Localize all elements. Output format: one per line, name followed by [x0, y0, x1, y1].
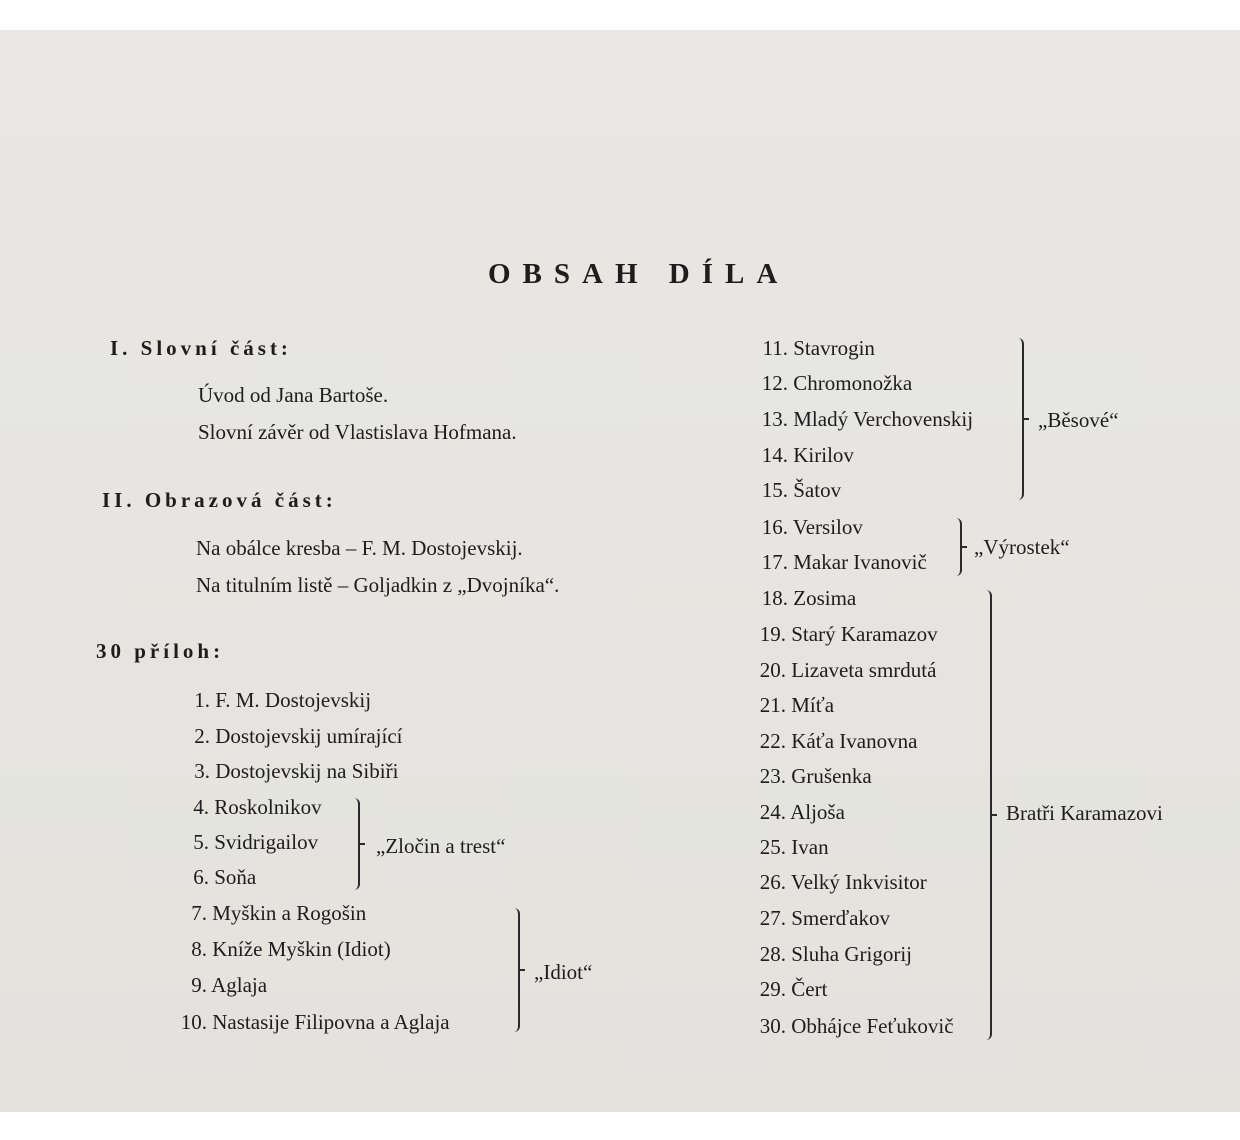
list-item: 6. Soňa	[193, 865, 257, 889]
list-item: 21. Míťa	[759, 693, 835, 717]
part2-heading: II. Obrazová část:	[102, 488, 337, 512]
list-item: 18. Zosima	[761, 586, 857, 610]
list-item: 13. Mladý Verchovenskij	[761, 407, 974, 431]
part1-heading: I. Slovní část:	[110, 336, 292, 360]
list-item: 17. Makar Ivanovič	[761, 550, 927, 574]
list-item: 9. Aglaja	[191, 973, 268, 997]
list-item: 10. Nastasije Filipovna a Aglaja	[180, 1010, 450, 1034]
list-item: 16. Versilov	[761, 515, 863, 539]
list-item: 29. Čert	[759, 977, 828, 1001]
part1-line-2: Slovní závěr od Vlastislava Hofmana.	[198, 420, 517, 444]
group-label-vyrostek: „Výrostek“	[974, 535, 1070, 559]
group-label-zlocin: „Zločin a trest“	[376, 834, 506, 858]
list-item: 28. Sluha Grigorij	[759, 942, 912, 966]
part1-line-1: Úvod od Jana Bartoše.	[198, 383, 389, 407]
list-item: 12. Chromonožka	[761, 371, 913, 395]
list-item: 7. Myškin a Rogošin	[191, 901, 367, 925]
list-item: 11. Stavrogin	[762, 336, 875, 360]
brace-idiot	[512, 908, 520, 1032]
page	[0, 30, 1240, 1112]
attachments-heading: 30 příloh:	[96, 639, 225, 663]
list-item: 22. Káťa Ivanovna	[759, 729, 918, 753]
list-item: 30. Obhájce Feťukovič	[759, 1014, 954, 1038]
list-item: 20. Lizaveta smrdutá	[759, 658, 937, 682]
list-item: 25. Ivan	[759, 835, 829, 859]
list-item: 8. Kníže Myškin (Idiot)	[191, 937, 391, 961]
group-label-besove: „Běsové“	[1038, 408, 1119, 432]
list-item: 4. Roskolnikov	[193, 795, 322, 819]
list-item: 23. Grušenka	[759, 764, 872, 788]
group-label-karamazovi: Bratři Karamazovi	[1006, 801, 1163, 825]
page-title: OBSAH DÍLA	[488, 258, 790, 290]
part2-line-1: Na obálce kresba – F. M. Dostojevskij.	[196, 536, 523, 560]
brace-vyrostek	[954, 518, 962, 576]
list-item: 15. Šatov	[761, 478, 842, 502]
list-item: 26. Velký Inkvisitor	[759, 870, 927, 894]
list-item: 3. Dostojevskij na Sibiři	[194, 759, 399, 783]
list-item: 5. Svidrigailov	[193, 830, 319, 854]
part2-line-2: Na titulním listě – Goljadkin z „Dvojníka“.	[196, 573, 560, 597]
list-item: 1. F. M. Dostojevskij	[194, 688, 372, 712]
list-item: 19. Starý Karamazov	[759, 622, 938, 646]
brace-zlocin	[352, 798, 360, 890]
list-item: 24. Aljoša	[759, 800, 845, 824]
group-label-idiot: „Idiot“	[534, 960, 593, 984]
list-item: 27. Smerďakov	[759, 906, 890, 930]
brace-besove	[1016, 338, 1024, 500]
brace-karamazovi	[984, 590, 992, 1040]
list-item: 14. Kirilov	[761, 443, 854, 467]
list-item: 2. Dostojevskij umírající	[194, 724, 403, 748]
